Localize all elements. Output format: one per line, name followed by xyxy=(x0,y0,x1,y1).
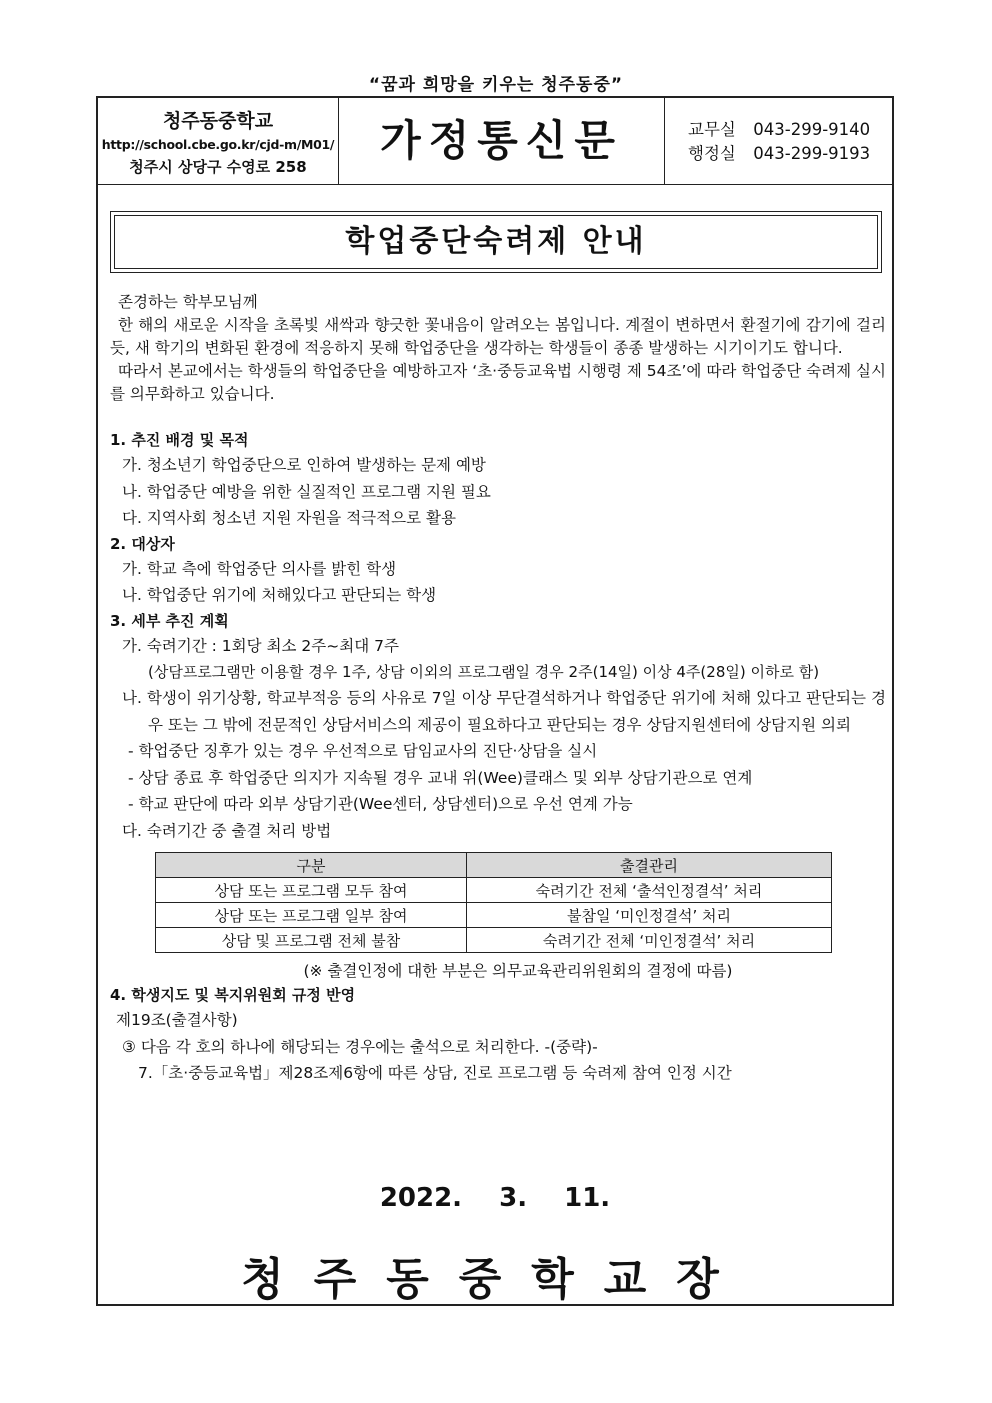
table-cell: 상담 및 프로그램 전체 불참 xyxy=(156,928,467,953)
section-2-item: 나. 학업중단 위기에 처해있다고 판단되는 학생 xyxy=(122,586,437,604)
document-title: 학업중단숙려제 안내 xyxy=(114,215,878,269)
principal-signature: 청주동중학교장 xyxy=(241,1254,749,1305)
school-address: 청주시 상당구 수영로 258 xyxy=(129,158,307,176)
section-4-line: 제19조(출결사항) xyxy=(116,1011,238,1029)
document-title-box xyxy=(110,211,882,273)
section-1-item: 다. 지역사회 청소년 지원 자원을 적극적으로 활용 xyxy=(122,509,456,527)
contact-phone: 043-299-9140 xyxy=(753,120,871,139)
table-cell: 숙려기간 전체 ‘미인정결석’ 처리 xyxy=(466,928,831,953)
school-name: 청주동중학교 xyxy=(162,110,274,132)
table-header-cell: 구분 xyxy=(156,853,467,878)
letter-body xyxy=(110,291,886,1087)
section-3-dash-item: - 학교 판단에 따라 외부 상담기관(Wee센터, 상담센터)으로 우선 연계 가능 xyxy=(128,795,633,813)
section-3-item-da: 다. 숙려기간 중 출결 처리 방법 xyxy=(122,821,332,840)
school-url[interactable]: http://school.cbe.go.kr/cjd-m/M01/ xyxy=(101,137,335,152)
section-3-item-ga-detail: (상담프로그램만 이용할 경우 1주, 상담 이외의 프로그램일 경우 2주(14일) 이상 4주(28일) 이하로 함) xyxy=(148,663,820,681)
attendance-table xyxy=(155,852,832,953)
table-header-row xyxy=(156,853,832,878)
newsletter-title: 가정통신문 xyxy=(339,98,665,184)
table-cell: 상담 또는 프로그램 일부 참여 xyxy=(156,903,467,928)
contact-phone: 043-299-9193 xyxy=(753,144,871,163)
section-2-heading: 2. 대상자 xyxy=(110,534,175,553)
section-1-heading: 1. 추진 배경 및 목적 xyxy=(110,431,249,449)
school-info xyxy=(98,98,339,184)
table-row xyxy=(156,928,832,953)
section-4-heading: 4. 학생지도 및 복지위원회 규정 반영 xyxy=(110,986,356,1004)
section-2-item: 가. 학교 측에 학업중단 의사를 밝힌 학생 xyxy=(122,559,397,578)
section-3-item-na: 나. 학생이 위기상황, 학교부적응 등의 사유로 7일 이상 무단결석하거나 학업중단 위기에 처해 있다고 판단되는 경우 또는 그 밖에 전문적인 상담서비스의 제공이 필요하다고 판단되는 경우 상담지원센터에 상담지원 의뢰 xyxy=(122,689,886,734)
table-cell: 상담 또는 프로그램 모두 참여 xyxy=(156,878,467,903)
section-4-line: ③ 다음 각 호의 하나에 해당되는 경우에는 출석으로 처리한다. -(중략)- xyxy=(122,1037,598,1056)
intro-paragraph-1: 한 해의 새로운 시작을 초록빛 새싹과 향긋한 꽃내음이 알려오는 봄입니다. 계절이 변하면서 환절기에 감기에 걸리듯, 새 학기의 변화된 환경에 적응하지 못해 학업중단을 생각하는 학생들이 종종 발생하는 시기이기도 합니다. xyxy=(110,316,886,357)
school-motto: “꿈과 희망을 키우는 청주동중” xyxy=(368,75,624,95)
intro-paragraph-2: 따라서 본교에서는 학생들의 학업중단을 예방하고자 ‘초·중등교육법 시행령 제 54조’에 따라 학업중단 숙려제 실시를 의무화하고 있습니다. xyxy=(110,362,886,403)
attendance-note: (※ 출결인정에 대한 부분은 의무교육관리위원회의 결정에 따름) xyxy=(303,962,733,980)
section-3-dash-item: - 상담 종료 후 학업중단 의지가 지속될 경우 교내 위(Wee)클래스 및 외부 상담기관으로 연계 xyxy=(128,768,753,787)
section-3-dash-item: - 학업중단 징후가 있는 경우 우선적으로 담임교사의 진단·상담을 실시 xyxy=(128,742,598,760)
greeting: 존경하는 학부모님께 xyxy=(118,293,258,311)
letter-header xyxy=(98,98,892,185)
table-row xyxy=(156,903,832,928)
contact-info xyxy=(688,118,870,166)
section-1-item: 나. 학업중단 예방을 위한 실질적인 프로그램 지원 필요 xyxy=(122,482,491,501)
table-header-cell: 출결관리 xyxy=(466,853,831,878)
table-row xyxy=(156,878,832,903)
table-cell: 숙려기간 전체 ‘출석인정결석’ 처리 xyxy=(466,878,831,903)
section-3-item-ga: 가. 숙려기간 : 1회당 최소 2주~최대 7주 xyxy=(122,636,399,655)
section-4-line: 7.「초·중등교육법」제28조제6항에 따른 상담, 진로 프로그램 등 숙려제 참여 인정 시간 xyxy=(138,1064,732,1082)
section-3-heading: 3. 세부 추진 계획 xyxy=(110,611,229,630)
contact-label: 교무실 xyxy=(688,120,736,139)
contact-label: 행정실 xyxy=(688,144,736,163)
contact-row-academic xyxy=(688,118,870,142)
table-cell: 불참일 ‘미인정결석’ 처리 xyxy=(466,903,831,928)
issue-date: 2022. 3. 11. xyxy=(379,1183,611,1213)
newsletter-frame xyxy=(96,96,894,1306)
contact-row-admin xyxy=(688,142,870,166)
section-1-item: 가. 청소년기 학업중단으로 인하여 발생하는 문제 예방 xyxy=(122,456,486,474)
